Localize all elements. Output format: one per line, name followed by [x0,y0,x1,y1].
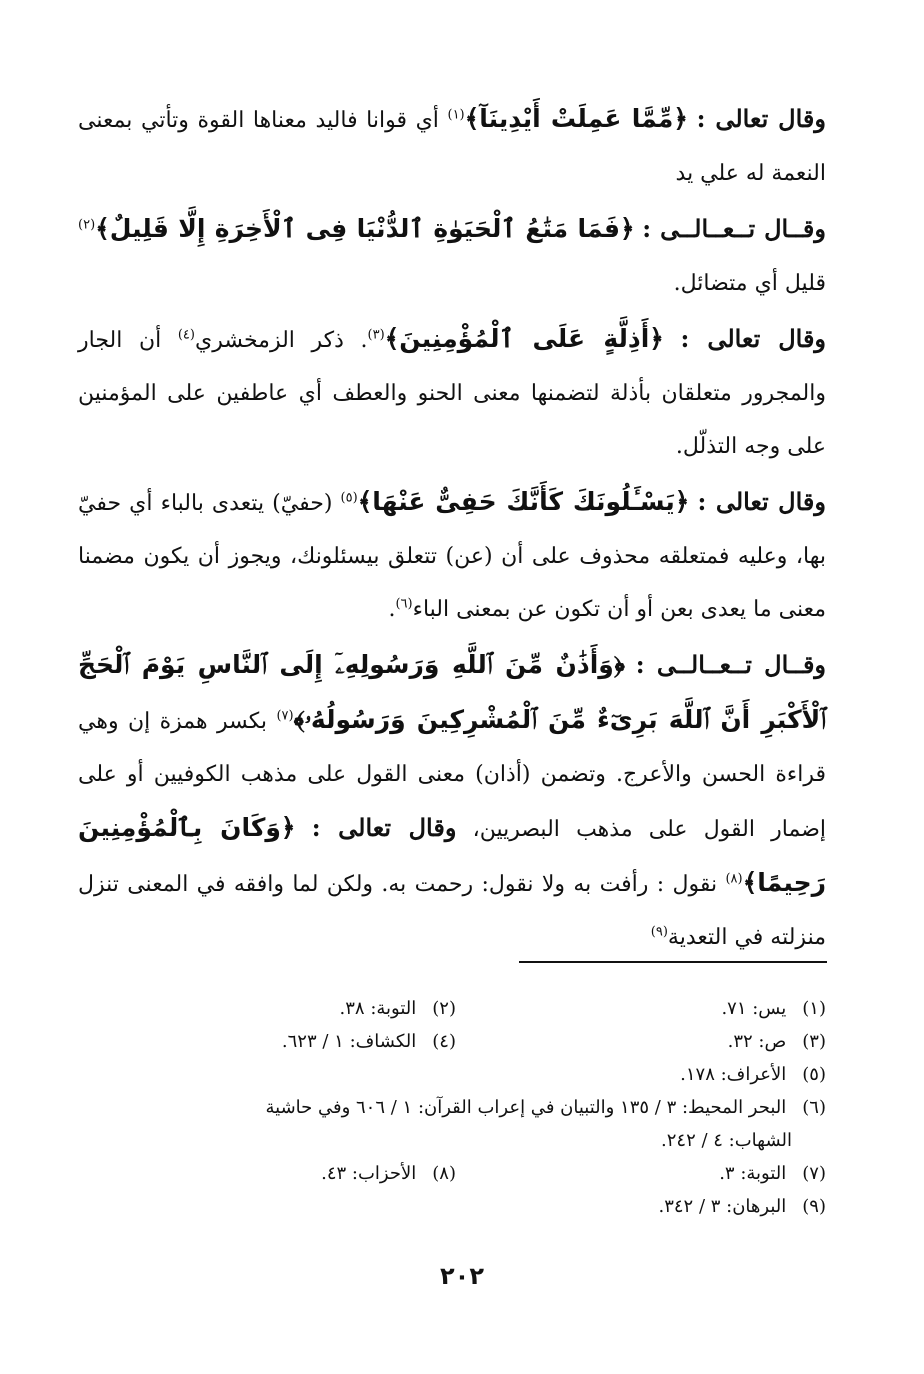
footnote-number: (٢) [432,998,456,1019]
footnote-number: (٣) [802,1031,826,1052]
paragraph-text: بكسر همزة إن وهي قراءة الحسن والأعرج. وتضمن (أذان) معنى القول على مذهب الكوفيين أو على إضمار القول على مذهب البصريين، [78,709,827,842]
footnotes [80,992,826,1223]
verse-intro: وقــال تــعــالــى : [635,650,827,679]
quran-verse: ﴿فَمَا مَتَٰعُ ٱلْحَيَوٰةِ ٱلدُّنْيَا فِى ٱلْأَخِرَةِ إِلَّا قَلِيلٌ﴾ [95,214,635,243]
verse-intro: وقال تعالى : [311,813,457,842]
footnote-text: ص: ٣٢. [727,1031,787,1052]
footnote-number: (١) [802,998,826,1019]
paragraph-text: قليل أي متضائل. [673,271,826,296]
paragraph-text: . [388,597,396,622]
footnote-text: البحر المحيط: ٣ / ١٣٥ والتبيان في إعراب القرآن: ١ / ٦٠٦ وفي حاشية [265,1097,787,1118]
footnote-text: يس: ٧١. [721,998,787,1019]
paragraph-4 [78,475,826,636]
footnote-number: (٤) [432,1031,456,1052]
footnote-text: الأحزاب: ٤٣. [321,1163,417,1184]
footnote-number: (٨) [432,1163,456,1184]
footnote-ref: (٦) [395,596,413,612]
footnote-item [80,1091,826,1124]
footnote-number: (٥) [802,1064,826,1085]
footnote-ref: (٧) [276,708,294,724]
footnote-continuation: الشهاب: ٤ / ٢٤٢. [661,1130,792,1151]
footnote-item [86,1157,456,1190]
paragraph-1 [78,92,826,200]
footnote-ref: (٩) [650,924,668,940]
footnote-number: (٦) [802,1097,826,1118]
quran-verse: ﴿مِّمَّا عَمِلَتْ أَيْدِينَآ﴾ [464,104,688,133]
footnote-row [80,992,826,1025]
footnote-text: البرهان: ٣ / ٣٤٢. [658,1196,787,1217]
footnote-item [86,992,456,1025]
footnote-ref: (٤) [177,327,195,343]
page-number: ٢٠٢ [440,1262,484,1290]
footnote-item [80,1058,826,1091]
verse-intro: وقال تعالى : [680,324,827,353]
paragraph-text: أي قوانا فاليد معناها القوة وتأتي بمعنى النعمة له علي يد [78,108,826,186]
footnote-text: الكشاف: ١ / ٦٢٣. [281,1031,417,1052]
footnote-row [80,1157,826,1190]
paragraph-text: أن الجار والمجرور متعلقان بأذلة لتضمنها معنى الحنو والعطف أي عاطفين على المؤمنين على وجه التذلّل. [78,328,826,459]
footnote-ref: (٣) [367,327,385,343]
footnote-ref: (٨) [725,871,743,887]
paragraph-3 [78,312,826,473]
quran-verse: ﴿وَكَانَ بِٱلْمُؤْمِنِينَ رَحِيمًا﴾ [78,813,826,897]
footnote-row [80,1025,826,1058]
paragraph-text: . ذكر الزمخشري [194,328,368,353]
footnote-item [456,992,826,1025]
verse-intro: وقــال تــعــالــى : [642,214,826,243]
verse-intro: وقال تعالى : [696,104,826,133]
footnote-separator [519,961,827,963]
footnote-number: (٩) [802,1196,826,1217]
footnote-text: الأعراف: ١٧٨. [680,1064,787,1085]
footnote-ref: (١) [447,107,465,123]
footnote-item [86,1025,456,1058]
footnote-text: التوبة: ٣٨. [339,998,417,1019]
paragraph-text: نقول : رأفت به ولا نقول: رحمت به. ولكن لما وافقه في المعنى تنزل منزلته في التعدية [78,872,826,950]
footnote-item [80,1190,826,1223]
footnote-ref: (٢) [78,217,96,233]
footnote-text: التوبة: ٣. [719,1163,787,1184]
verse-intro: وقال تعالى : [697,487,826,516]
footnote-item [456,1157,826,1190]
footnote-number: (٧) [802,1163,826,1184]
main-text [78,92,826,966]
paragraph-text: (حفيّ) يتعدى بالباء أي حفيّ بها، وعليه فمتعلقه محذوف على أن (عن) تتعلق بيسئلونك، ويجوز أن يكون مضمنا معنى ما يعدى بعن أو أن تكون عن بمعنى الباء [78,491,826,622]
quran-verse: ﴿وَأَذَٰنٌ مِّنَ ٱللَّهِ وَرَسُولِهِۦٓ إِلَى ٱلنَّاسِ يَوْمَ ٱلْحَجِّ ٱلْأَكْبَرِ أَنَّ ٱللَّهَ بَرِىٓءٌ مِّنَ ٱلْمُشْرِكِينَ وَرَسُولُهُۥ﴾ [78,650,826,734]
quran-verse: ﴿يَسْـَٔلُونَكَ كَأَنَّكَ حَفِىٌّ عَنْهَا﴾ [357,487,690,516]
paragraph-5 [78,638,826,964]
footnote-ref: (٥) [340,490,358,506]
footnote-item [456,1025,826,1058]
paragraph-2 [78,202,826,310]
quran-verse: ﴿أَذِلَّةٍ عَلَى ٱلْمُؤْمِنِينَ﴾ [384,324,664,353]
